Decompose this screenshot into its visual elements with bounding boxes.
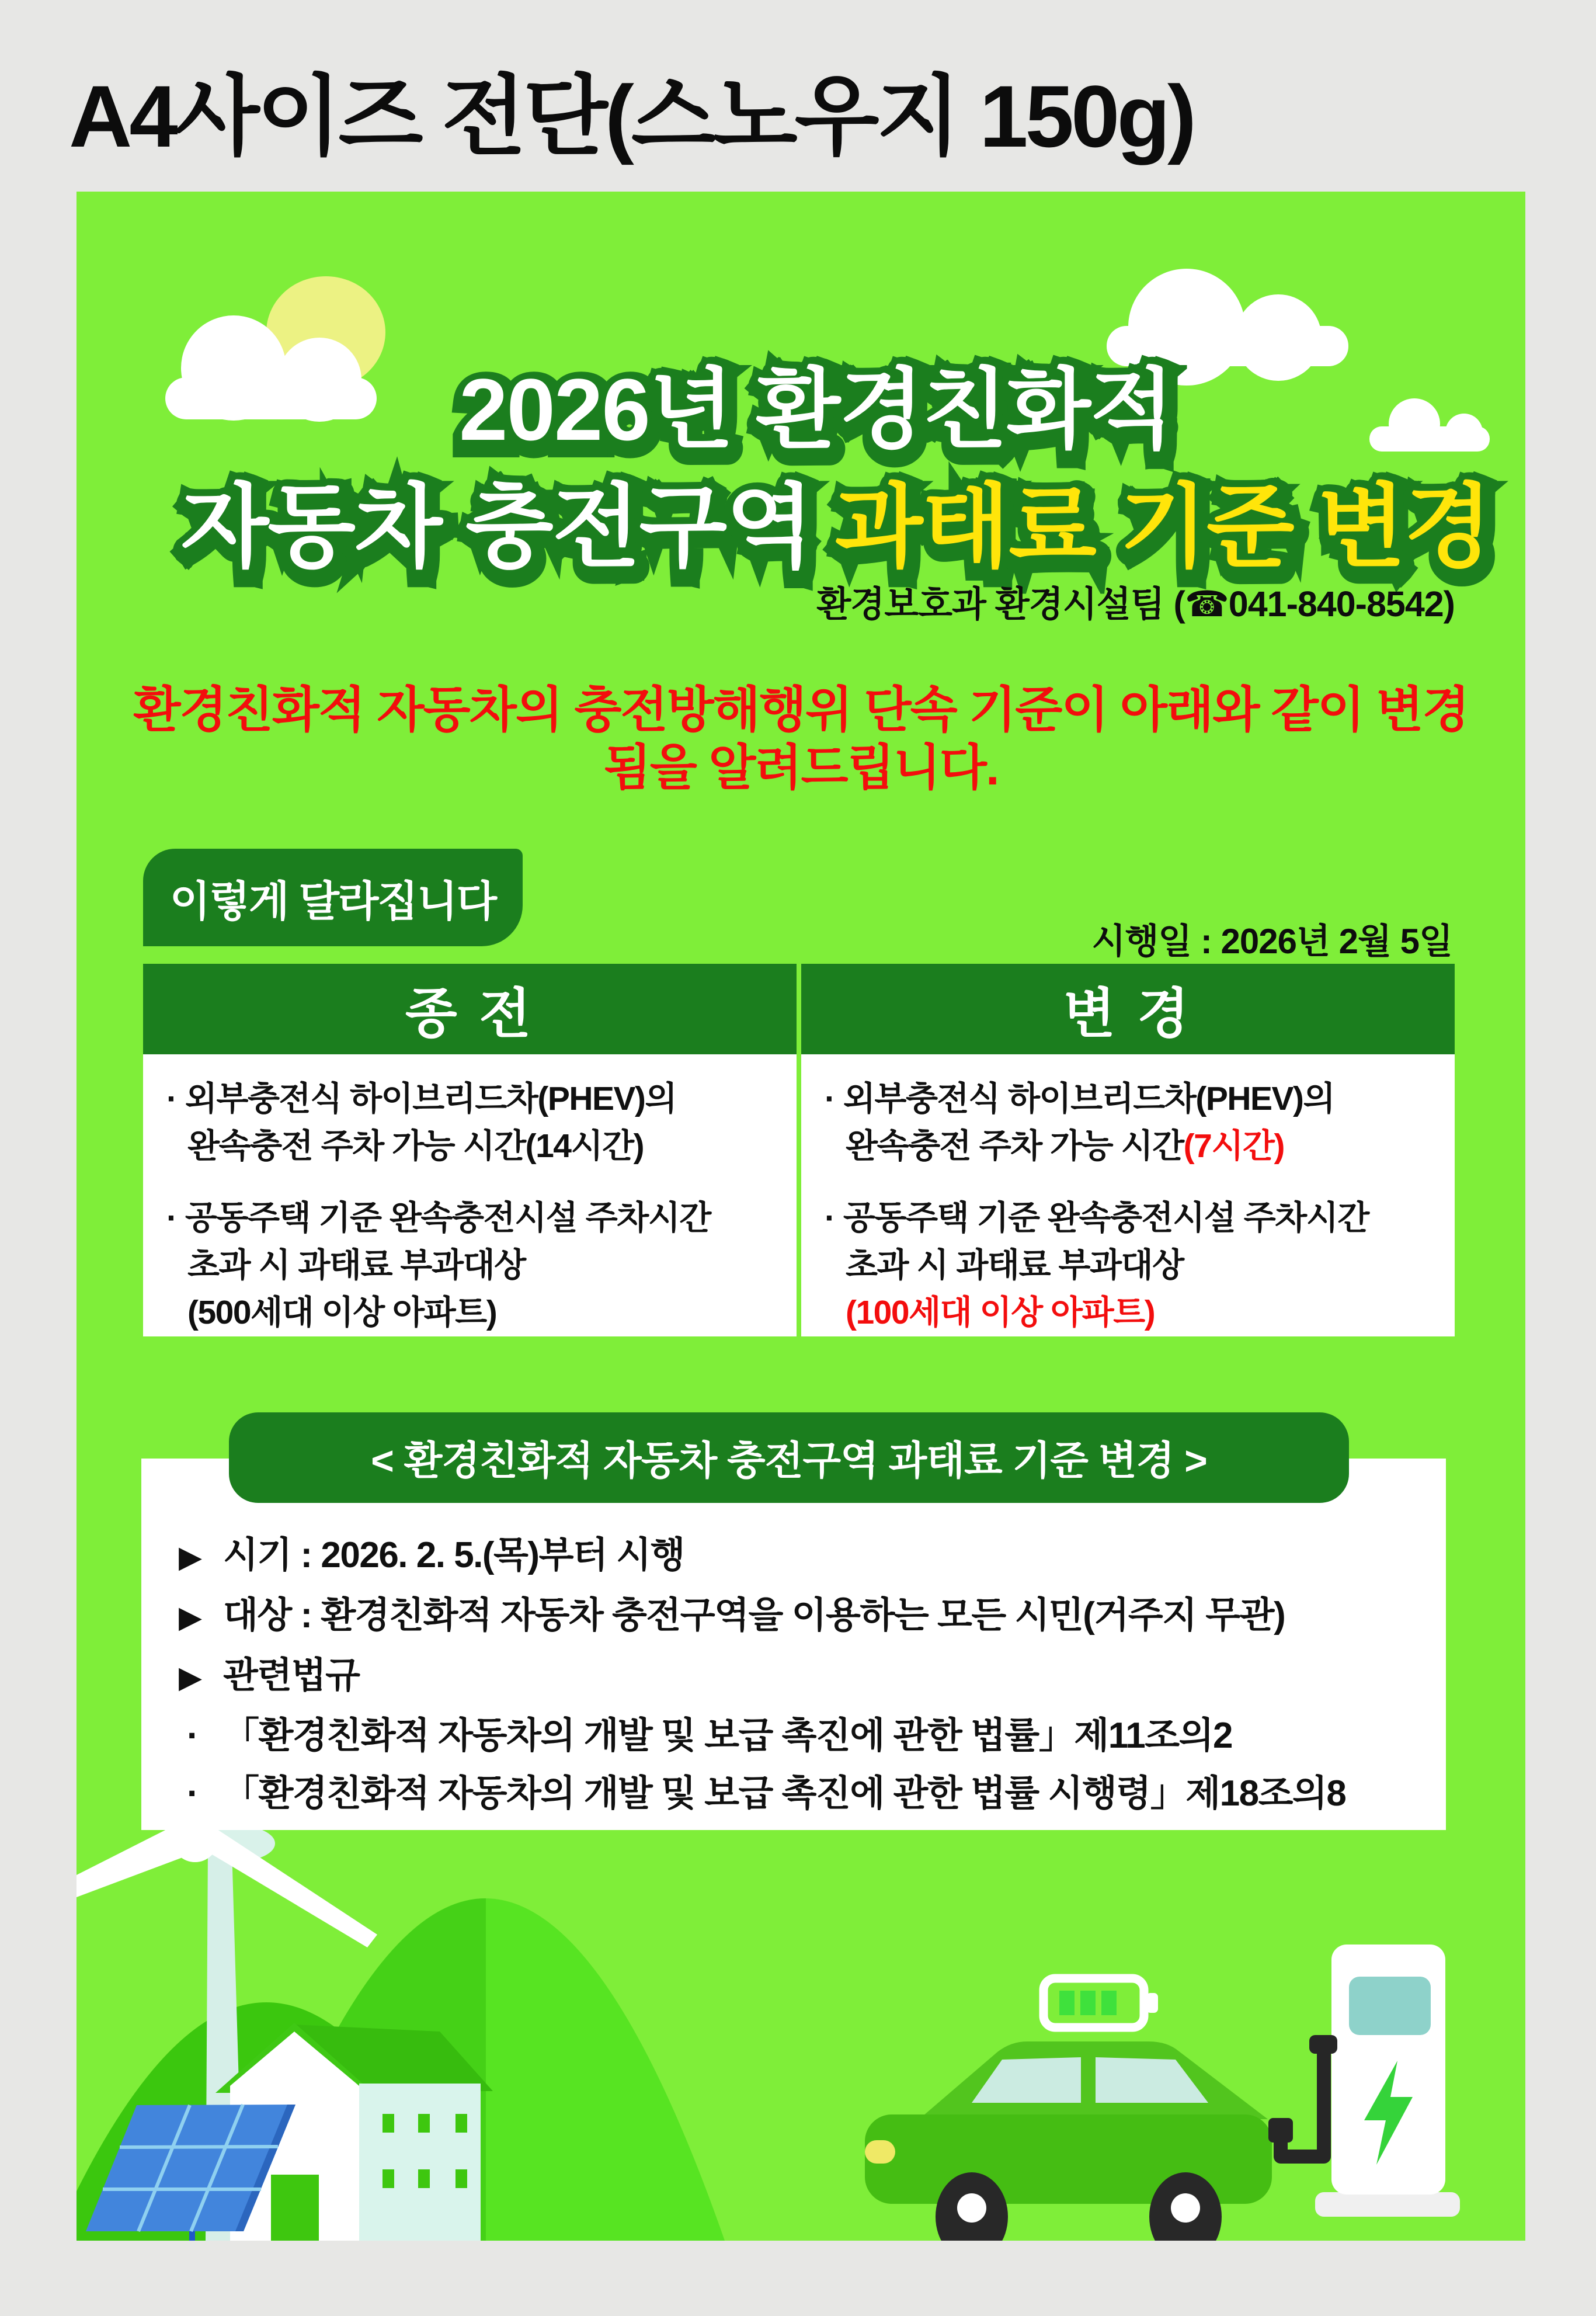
details-box (141, 1459, 1446, 1830)
car-cabin (919, 2041, 1268, 2119)
headline-line2-yellow: 과태료 기준 변경 과태료 기준 변경 (835, 453, 1491, 585)
notice-text (77, 681, 1525, 797)
table-header-after: 변 경 (801, 964, 1455, 1054)
cable-plug-station (1309, 2035, 1337, 2054)
effective-date: 시행일 : 2026년 2월 5일 (1091, 922, 1452, 961)
car-wheel-hub-rear (1171, 2193, 1200, 2223)
charging-station (1315, 1945, 1460, 2217)
before-item2-line2: 초과 시 과태료 부과대상 (187, 1246, 526, 1284)
poster (77, 192, 1525, 2241)
detail-row-law1 (179, 1707, 1423, 1765)
headline-line2-white: 자동차 충전구역 자동차 충전구역 (181, 453, 813, 585)
table-header-row (143, 964, 1455, 1054)
cable-plug-car (1268, 2118, 1293, 2143)
notice-line1: 환경친화적 자동차의 충전방해행위 단속 기준이 아래와 같이 변경 (133, 682, 1469, 737)
section-badge: 이렇게 달라집니다 (143, 849, 523, 946)
before-item2-line1: · 공동주택 기준 완속충전시설 주차시간 (166, 1199, 711, 1237)
car-wheel-hub-front (957, 2193, 986, 2223)
detail-text: 「환경친화적 자동차의 개발 및 보급 촉진에 관한 법률 시행령」제18조의8 (223, 1773, 1346, 1814)
turbine-blade-left (77, 1822, 189, 1897)
station-base (1315, 2192, 1460, 2217)
triangle-bullet-icon: ▶ (179, 1661, 201, 1695)
table-body-row (143, 1054, 1455, 1336)
detail-row-laws (179, 1647, 1423, 1707)
after-item1-line2: 완속충전 주차 가능 시간(7시간) (846, 1127, 1284, 1165)
after-item2-line1: · 공동주택 기준 완속충전시설 주차시간 (825, 1199, 1369, 1237)
before-item1-line1: · 외부충전식 하이브리드차(PHEV)의 (166, 1080, 677, 1117)
detail-text: 관련법규 (223, 1655, 360, 1696)
triangle-bullet-icon: ▶ (179, 1540, 201, 1574)
before-item2-line3: (500세대 이상 아파트) (187, 1294, 497, 1331)
detail-text: 「환경친화적 자동차의 개발 및 보급 촉진에 관한 법률」제11조의2 (223, 1716, 1233, 1756)
after-item2-line2: 초과 시 과태료 부과대상 (846, 1246, 1184, 1284)
table-cell-before (143, 1054, 797, 1336)
section-banner: < 환경친화적 자동차 충전구역 과태료 기준 변경 > (229, 1412, 1349, 1503)
after-highlight-7h: (7시간) (1183, 1127, 1284, 1165)
detail-row-law2 (179, 1765, 1423, 1822)
house-door (271, 2175, 319, 2241)
detail-row-period (179, 1526, 1423, 1586)
detail-row-target (179, 1586, 1423, 1647)
dot-bullet-icon: · (187, 1716, 199, 1756)
house-side-wall (359, 2084, 481, 2241)
charging-cable (1268, 2035, 1337, 2157)
table-cell-after (801, 1054, 1455, 1336)
after-item1-line1: · 외부충전식 하이브리드차(PHEV)의 (825, 1080, 1335, 1117)
before-item1-line2: 완속충전 주차 가능 시간(14시간) (187, 1127, 644, 1165)
headline-line1: 2026년 환경친화적 2026년 환경친화적 (459, 339, 1173, 465)
contact-info: 환경보호과 환경시설팀 (☎041-840-8542) (816, 584, 1455, 624)
battery-icon (1044, 1978, 1158, 2027)
detail-text: 시기 : 2026. 2. 5.(목)부터 시행 (223, 1535, 684, 1575)
station-screen (1349, 1977, 1431, 2035)
triangle-bullet-icon: ▶ (179, 1600, 201, 1634)
ev-car (865, 2041, 1272, 2241)
car-headlight (865, 2140, 895, 2164)
comparison-table (143, 964, 1455, 1335)
notice-line2: 됨을 알려드립니다. (603, 740, 999, 795)
dot-bullet-icon: · (187, 1773, 199, 1814)
table-header-before: 종 전 (143, 964, 797, 1054)
after-highlight-100: (100세대 이상 아파트) (846, 1294, 1155, 1331)
detail-text: 대상 : 환경친화적 자동차 충전구역을 이용하는 모든 시민(거주지 무관) (223, 1595, 1285, 1636)
page-title: A4사이즈 전단(스노우지 150g) (69, 67, 1194, 165)
